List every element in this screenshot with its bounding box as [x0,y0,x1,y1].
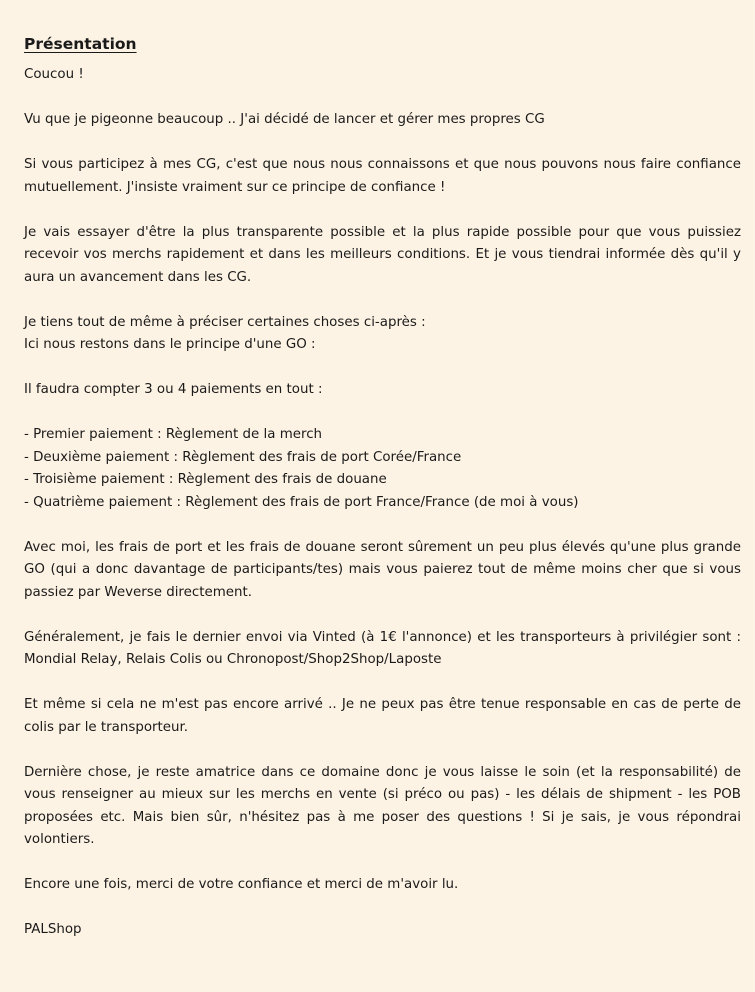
paragraph-fees: Avec moi, les frais de port et les frais de douane seront sûrement un peu plus élevés qu'une plus grande GO (qui a donc davantage de participants/tes) mais vous paierez tout de même moins cher que si vous passiez par Weverse directement. [24,539,741,600]
page-title: Présentation [24,35,137,53]
payments-list [24,424,741,514]
list-item: - Quatrième paiement : Règlement des frais de port France/France (de moi à vous) [24,494,579,510]
paragraph-shipping: Généralement, je fais le dernier envoi via Vinted (à 1€ l'annonce) et les transporteurs à privilégier sont : Mondial Relay, Relais Colis ou Chronopost/Shop2Shop/Laposte [24,629,741,667]
greeting: Coucou ! [24,67,84,82]
precisions-line-1: Je tiens tout de même à préciser certaines choses ci-après : [24,314,426,330]
list-item: - Premier paiement : Règlement de la merch [24,427,323,442]
paragraph-thanks: Encore une fois, merci de votre confiance et merci de m'avoir lu. [24,877,459,892]
paragraph-payments-intro: Il faudra compter 3 ou 4 paiements en tout : [24,382,323,397]
list-item: - Troisième paiement : Règlement des frais de douane [24,472,387,487]
paragraph-responsibility: Et même si cela ne m'est pas encore arrivé .. Je ne peux pas être tenue responsable en cas de perte de colis par le transporteur. [24,697,741,735]
signature: PALShop [24,922,82,937]
precisions-line-2: Ici nous restons dans le principe d'une GO : [24,337,316,352]
paragraph-intro: Vu que je pigeonne beaucoup .. J'ai décidé de lancer et gérer mes propres CG [24,112,545,127]
paragraph-transparency: Je vais essayer d'être la plus transparente possible et la plus rapide possible pour que vous puissiez recevoir vos merchs rapidement et dans les meilleurs conditions. Et je vous tiendrai informée dès qu'il y aura un avancement dans les CG. [24,224,741,285]
paragraph-amateur: Dernière chose, je reste amatrice dans ce domaine donc je vous laisse le soin (et la responsabilité) de vous renseigner au mieux sur les merchs en vente (si préco ou pas) - les délais de shipment - les POB proposées etc. Mais bien sûr, n'hésitez pas à me poser des questions ! Si je sais, je vous répondrai volontiers. [24,764,741,847]
list-item: - Deuxième paiement : Règlement des frais de port Corée/France [24,449,462,465]
paragraph-precisions [24,312,741,357]
paragraph-trust: Si vous participez à mes CG, c'est que nous nous connaissons et que nous pouvons nous faire confiance mutuellement. J'insiste vraiment sur ce principe de confiance ! [24,157,741,195]
